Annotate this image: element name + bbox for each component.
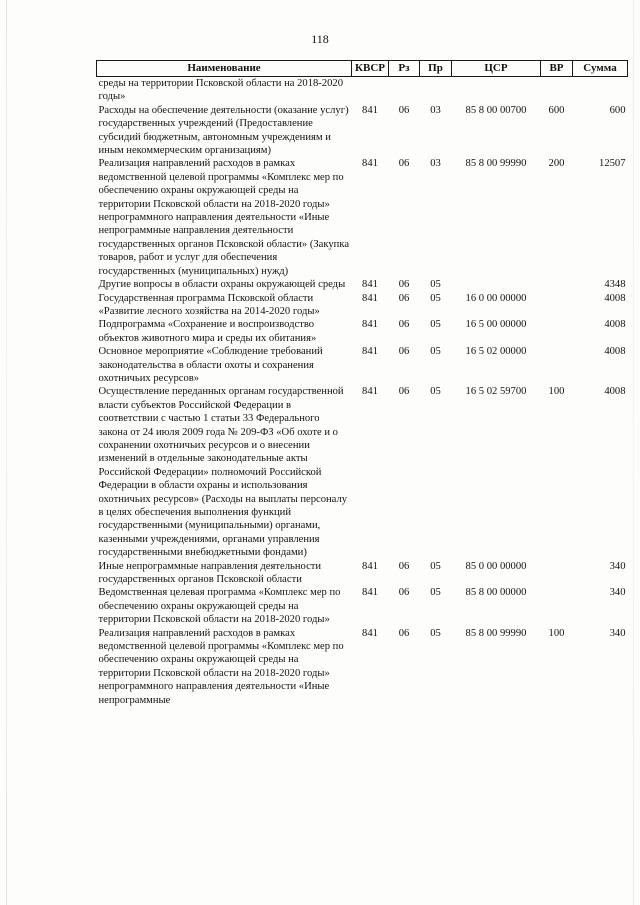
table-header	[97, 61, 628, 77]
header-kvsr: КВСР	[352, 61, 389, 77]
cell-vr: 600	[548, 104, 565, 116]
table-row	[97, 278, 628, 291]
cell-rz: 06	[398, 560, 410, 572]
cell-pr: 05	[430, 386, 441, 398]
header-pr: Пр	[420, 61, 452, 77]
cell-kvsr: 841	[362, 319, 378, 331]
cell-name: Реализация направлений расходов в рамках ведомственной целевой программы «Комплекс мер по обеспечению охраны окружающей среды на территории Псковской области на 2018-2020 годы» непрограммного направления деятельности «Иные непрограммные	[98, 627, 344, 706]
cell-pr: 05	[430, 319, 441, 331]
scan-edge-right	[633, 0, 634, 905]
cell-sum	[573, 77, 628, 104]
cell-sum: 4008	[604, 292, 626, 304]
cell-vr	[541, 77, 573, 104]
cell-csr	[452, 278, 541, 291]
cell-rz: 06	[398, 627, 410, 639]
cell-vr: 100	[548, 386, 565, 398]
cell-csr: 16 0 00 00000	[465, 292, 527, 304]
cell-name: Другие вопросы в области охраны окружающей среды	[98, 279, 346, 291]
table-row	[97, 318, 628, 345]
table-row	[97, 292, 628, 319]
cell-kvsr: 841	[362, 158, 378, 170]
table-row	[97, 586, 628, 626]
header-sum: Сумма	[573, 61, 628, 77]
cell-sum: 340	[609, 587, 626, 599]
cell-vr: 200	[548, 158, 565, 170]
page-number: 118	[311, 32, 329, 46]
cell-csr	[452, 77, 541, 104]
cell-csr: 85 0 00 00000	[465, 560, 527, 572]
table-row	[97, 560, 628, 587]
table-row	[97, 77, 628, 104]
cell-vr	[541, 318, 573, 345]
cell-kvsr: 841	[362, 627, 378, 639]
cell-vr: 100	[548, 627, 565, 639]
cell-kvsr: 841	[362, 346, 378, 358]
cell-vr	[541, 586, 573, 626]
cell-vr	[541, 292, 573, 319]
cell-name: Подпрограмма «Сохранение и воспроизводство объектов животного мира и среды их обитания»	[98, 319, 317, 344]
cell-kvsr: 841	[362, 104, 378, 116]
cell-rz: 06	[398, 346, 410, 358]
cell-csr: 16 5 00 00000	[465, 319, 527, 331]
cell-vr	[541, 345, 573, 385]
cell-sum: 4008	[604, 386, 626, 398]
cell-kvsr: 841	[362, 279, 378, 291]
header-vr: ВР	[541, 61, 573, 77]
cell-sum: 340	[609, 627, 626, 639]
cell-pr: 05	[430, 560, 441, 572]
cell-sum: 340	[609, 560, 626, 572]
table-row	[97, 627, 628, 707]
cell-name: Государственная программа Псковской области «Развитие лесного хозяйства на 2014-2020 годы»	[98, 292, 320, 317]
cell-kvsr	[352, 77, 389, 104]
cell-sum: 12507	[599, 158, 626, 170]
cell-csr: 16 5 02 59700	[465, 386, 527, 398]
cell-vr	[541, 278, 573, 291]
cell-rz: 06	[398, 319, 410, 331]
cell-pr	[420, 77, 452, 104]
table-body	[97, 77, 628, 708]
cell-pr: 03	[430, 104, 441, 116]
cell-rz: 06	[398, 386, 410, 398]
cell-vr	[541, 560, 573, 587]
cell-pr: 05	[430, 587, 441, 599]
cell-name: Расходы на обеспечение деятельности (оказание услуг) государственных учреждений (Предоставление субсидий бюджетным, автономным учреждениям и иным некоммерческим организациям)	[98, 104, 349, 157]
cell-csr: 85 8 00 00000	[465, 587, 527, 599]
cell-name: Ведомственная целевая программа «Комплекс мер по обеспечению охраны окружающей среды на территории Псковской области на 2018-2020 годы»	[98, 587, 341, 626]
cell-pr: 05	[430, 279, 441, 291]
cell-pr: 05	[430, 292, 441, 304]
header-csr: ЦСР	[452, 61, 541, 77]
cell-sum: 4348	[604, 279, 626, 291]
budget-table	[96, 60, 628, 707]
cell-kvsr: 841	[362, 587, 378, 599]
cell-kvsr: 841	[362, 292, 378, 304]
cell-rz: 06	[398, 104, 410, 116]
cell-csr: 85 8 00 00700	[465, 104, 527, 116]
cell-rz: 06	[398, 158, 410, 170]
cell-name: Основное мероприятие «Соблюдение требований законодательства в области охоты и сохранения охотничьих ресурсов»	[98, 346, 323, 384]
cell-sum: 4008	[604, 319, 626, 331]
cell-csr: 85 8 00 99990	[465, 158, 527, 170]
cell-pr: 03	[430, 158, 441, 170]
cell-rz	[389, 77, 420, 104]
cell-rz: 06	[398, 279, 410, 291]
header-rz: Рз	[389, 61, 420, 77]
cell-sum: 600	[609, 104, 626, 116]
table-row	[97, 385, 628, 559]
cell-rz: 06	[398, 587, 410, 599]
cell-name: Осуществление переданных органам государственной власти субъектов Российской Федерации в соответствии с частью 1 статьи 33 Федерального закона от 24 июля 2009 года № 209-ФЗ «Об охоте и о сохранении охотничьих ресурсов и о внесении изменений в отдельные законодательные акты Российской Федерации» полномочий Российской Федерации в области охраны и использования охотничьих ресурсов» (Расходы на выплаты персоналу в целях обеспечения выполнения функций государственными (муниципальными) органами, казенными учреждениями, органами управления государственными внебюджетными фондами)	[98, 386, 348, 559]
cell-sum: 4008	[604, 346, 626, 358]
header-name: Наименование	[97, 61, 352, 77]
table-row	[97, 157, 628, 278]
table-row	[97, 345, 628, 385]
cell-kvsr: 841	[362, 386, 378, 398]
header-row	[97, 61, 628, 77]
cell-csr: 85 8 00 99990	[465, 627, 527, 639]
cell-name: Реализация направлений расходов в рамках ведомственной целевой программы «Комплекс мер по обеспечению охраны окружающей среды на территории Псковской области на 2018-2020 годы» непрограммного направления деятельности «Иные непрограммные направления деятельности государственных органов Псковской области» (Закупка товаров, работ и услуг для обеспечения государственных (муниципальных) нужд)	[98, 158, 350, 277]
cell-csr: 16 5 02 00000	[465, 346, 527, 358]
scan-edge-left	[6, 0, 7, 905]
cell-name: Иные непрограммные направления деятельности государственных органов Псковской области	[98, 560, 322, 586]
cell-kvsr: 841	[362, 560, 378, 572]
cell-rz: 06	[398, 292, 410, 304]
cell-name: среды на территории Псковской области на 2018-2020 годы»	[97, 77, 352, 104]
cell-pr: 05	[430, 627, 441, 639]
cell-pr: 05	[430, 346, 441, 358]
table-row	[97, 104, 628, 158]
